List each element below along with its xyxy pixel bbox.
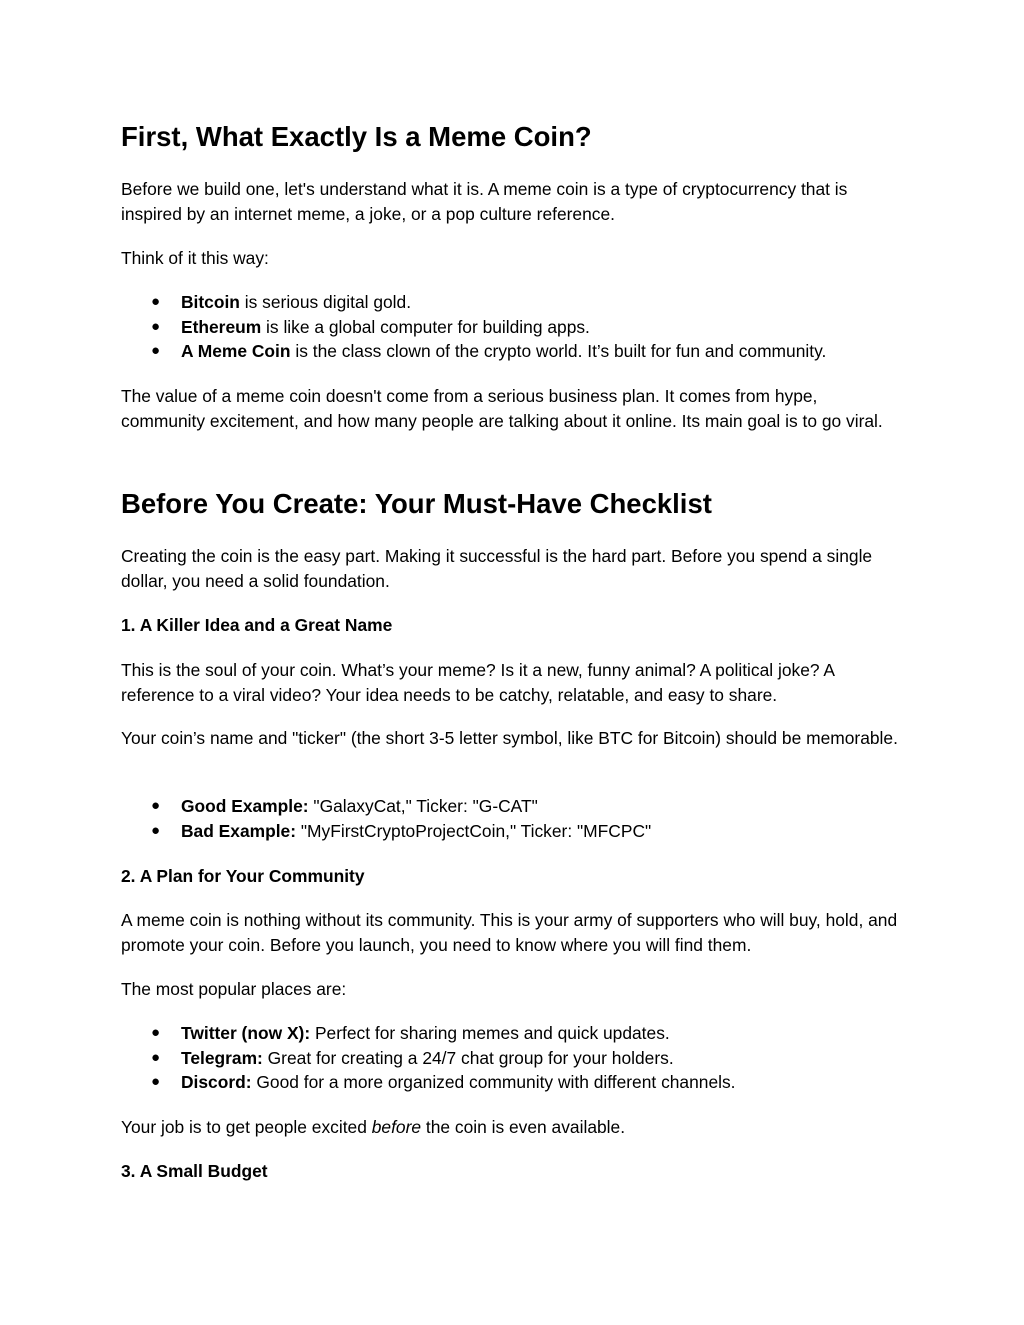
bullet-icon: ● (151, 821, 161, 839)
list-item-bold: Twitter (now X): (181, 1023, 311, 1043)
list-item-text: is like a global computer for building apps. (261, 316, 590, 337)
bullet-icon: ● (151, 797, 161, 814)
subheading-budget: 3. A Small Budget (121, 1161, 268, 1181)
bullet-icon: ● (151, 1024, 161, 1041)
subheading-community-plan: 2. A Plan for Your Community (121, 866, 365, 886)
paragraph-think: Think of it this way: (121, 248, 269, 268)
excite-text-end: the coin is even available. (421, 1117, 626, 1137)
list-item (121, 819, 901, 844)
paragraph-popular-places: The most popular places are: (121, 979, 347, 999)
excite-emphasis: before (371, 1117, 422, 1137)
bullet-icon: ● (151, 1073, 161, 1090)
list-item-text: "GalaxyCat," Ticker: "G-CAT" (308, 796, 538, 816)
paragraph-intro: Before we build one, let's understand what it is. A meme coin is a type of cryptocurrency that is inspired by an internet meme, a joke, or a pop culture reference. (121, 179, 848, 224)
bullet-icon: ● (151, 342, 161, 359)
comparison-list (121, 290, 901, 364)
list-item-bold: Discord: (181, 1072, 252, 1092)
list-item-bold: Bitcoin (181, 292, 240, 312)
list-item (121, 290, 901, 315)
list-item-text: "MyFirstCryptoProjectCoin," Ticker: "MFCPC" (296, 820, 652, 841)
paragraph-community: A meme coin is nothing without its community. This is your army of supporters who will buy, hold, and promote your coin. Before you launch, you need to know where you will find them. (121, 910, 898, 955)
bullet-icon: ● (151, 317, 161, 335)
list-item-text: Perfect for sharing memes and quick updates. (310, 1023, 670, 1043)
list-item-bold: Bad Example: (181, 820, 297, 841)
list-item-bold: Telegram: (181, 1047, 263, 1068)
list-item-bold: Ethereum (181, 316, 262, 337)
list-item (121, 1070, 901, 1095)
list-item (121, 315, 901, 340)
list-item (121, 1046, 901, 1071)
paragraph-soul: This is the soul of your coin. What’s your meme? Is it a new, funny animal? A political joke? A reference to a viral video? Your idea needs to be catchy, relatable, and easy to share. (121, 660, 835, 705)
list-item (121, 794, 901, 819)
list-item (121, 339, 901, 364)
platforms-list (121, 1021, 901, 1095)
list-item-bold: Good Example: (181, 796, 309, 816)
heading-checklist: Before You Create: Your Must-Have Checklist (121, 488, 712, 519)
list-item-text: Good for a more organized community with different channels. (251, 1072, 736, 1092)
paragraph-ticker: Your coin’s name and "ticker" (the short 3-5 letter symbol, like BTC for Bitcoin) should be memorable. (121, 728, 898, 748)
list-item-text: is the class clown of the crypto world. It’s built for fun and community. (290, 341, 827, 361)
examples-list (121, 794, 901, 843)
heading-what-is-meme-coin: First, What Exactly Is a Meme Coin? (121, 121, 592, 152)
list-item-text: Great for creating a 24/7 chat group for your holders. (262, 1047, 674, 1068)
list-item (121, 1021, 901, 1046)
list-item-text: is serious digital gold. (239, 292, 412, 312)
excite-text-start: Your job is to get people excited (121, 1117, 372, 1137)
paragraph-value: The value of a meme coin doesn't come from a serious business plan. It comes from hype, community excitement, and how many people are talking about it online. Its main goal is to go viral. (121, 386, 883, 431)
list-item-bold: A Meme Coin (181, 341, 291, 361)
bullet-icon: ● (151, 293, 161, 310)
bullet-icon: ● (151, 1048, 161, 1066)
paragraph-excite (121, 1115, 901, 1140)
subheading-idea-name: 1. A Killer Idea and a Great Name (121, 615, 393, 635)
paragraph-checklist-intro: Creating the coin is the easy part. Making it successful is the hard part. Before you spend a single dollar, you need a solid foundation. (121, 546, 873, 591)
